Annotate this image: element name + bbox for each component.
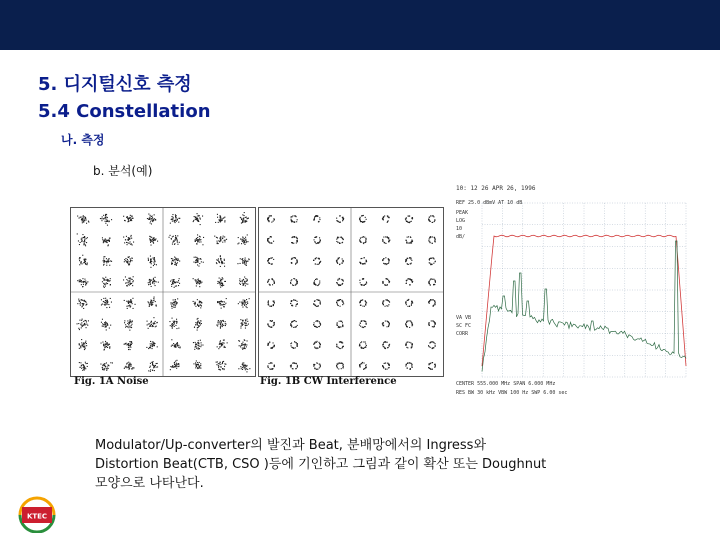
constellation-cluster [79,339,88,350]
constellation-cluster [406,278,414,285]
spectrum-left-label-1: LOG [456,218,466,224]
constellation-cluster [148,361,158,372]
constellation-cluster [102,237,111,246]
constellation-cluster [124,362,135,370]
constellation-cluster [170,278,180,288]
constellation-cluster [359,320,367,328]
ktec-logo-icon [16,495,58,533]
constellation-cluster [240,212,249,224]
constellation-cluster [359,299,367,307]
constellation-cluster [79,255,88,266]
noise-constellation-plot [71,208,255,376]
constellation-cluster [102,277,111,288]
constellation-cluster [428,278,436,285]
spectrum-left-label-0: PEAK [456,210,469,216]
constellation-cluster [291,257,298,265]
spectrum-footer-2: RES BW 30 kHz VBW 100 Hz SWP 6.00 sec [456,390,568,396]
constellation-cluster [169,235,180,245]
section-title: 5.4 Constellation [38,101,211,122]
constellation-cluster [336,299,344,307]
constellation-cluster [193,360,201,369]
constellation-cluster [193,278,203,287]
constellation-cluster [79,362,88,371]
constellation-cluster [77,299,87,309]
constellation-cluster [382,321,390,328]
constellation-cluster [193,340,204,350]
spectrum-grid [482,203,686,377]
constellation-cluster [313,215,320,222]
constellation-cluster [103,256,113,266]
constellation-cluster [267,257,274,265]
figure-a-caption: Fig. 1A Noise [74,376,149,387]
body-line-3: 모양으로 나타난다. [95,476,204,491]
constellation-cluster [314,236,321,244]
constellation-cluster [239,277,248,287]
constellation-cluster [101,341,111,351]
constellation-cluster [313,320,321,328]
constellation-cluster [100,362,113,371]
constellation-cluster [382,236,390,244]
constellation-cluster [290,362,298,369]
constellation-cluster [428,236,436,244]
constellation-cluster [100,214,112,226]
noise-constellation-figure [70,207,256,377]
subsection-title: 나. 측정 [61,133,105,147]
constellation-cluster [405,299,413,307]
constellation-cluster [290,341,298,349]
constellation-cluster [193,213,203,225]
constellation-cluster [124,256,133,265]
constellation-cluster [267,342,275,349]
constellation-cluster [313,278,320,286]
constellation-cluster [149,236,158,246]
constellation-cluster [170,360,180,370]
constellation-cluster [382,278,390,286]
spectrum-analyzer-figure [452,181,690,398]
constellation-cluster [313,362,321,370]
body-line-2: Distortion Beat(CTB, CSO )등에 기인하고 그림과 같이 확산 또는 Doughnut [95,457,547,472]
constellation-cluster [359,215,367,223]
constellation-cluster [336,237,344,245]
constellation-cluster [405,320,413,328]
constellation-cluster [359,257,367,265]
constellation-cluster [267,215,275,223]
constellation-cluster [148,256,157,268]
constellation-cluster [169,318,179,330]
constellation-cluster [237,258,249,267]
spectrum-footer-1: CENTER 555.000 MHz SPAN 6.000 MHz [456,381,556,387]
constellation-cluster [359,236,366,244]
constellation-cluster [290,299,298,306]
spectrum-plot [452,181,690,398]
constellation-cluster [238,339,247,350]
constellation-cluster [405,236,413,243]
constellation-cluster [405,342,413,349]
constellation-cluster [313,257,321,265]
constellation-cluster [171,339,181,348]
constellation-cluster [217,298,227,309]
constellation-cluster [405,215,413,223]
constellation-cluster [290,215,297,223]
constellation-cluster [429,257,436,265]
constellation-cluster [336,341,344,349]
constellation-cluster [123,235,134,246]
constellation-cluster [77,233,88,246]
constellation-cluster [171,257,180,266]
constellation-cluster [359,278,367,286]
constellation-cluster [336,362,344,369]
spectrum-mid-label-1: SC FC [456,323,472,329]
constellation-cluster [217,277,226,288]
constellation-cluster [101,298,112,308]
constellation-cluster [428,341,436,349]
constellation-cluster [238,362,250,372]
constellation-cluster [148,297,157,308]
logo-text: KTEC [26,512,48,521]
constellation-cluster [359,341,367,349]
constellation-cluster [123,276,134,286]
figure-b-caption: Fig. 1B CW Interference [260,376,397,387]
constellation-cluster [336,215,344,223]
constellation-cluster [147,214,156,225]
constellation-cluster [101,319,111,331]
constellation-cluster [124,298,136,309]
constellation-cluster [313,299,321,307]
item-label: b. 분석(예) [93,164,153,178]
constellation-cluster [217,340,228,350]
slide-title: 5. 디지털신호 측정 [38,74,192,95]
ktec-logo [16,495,58,533]
constellation-cluster [237,234,248,245]
constellation-cluster [216,361,227,371]
constellation-cluster [148,277,159,287]
constellation-cluster [267,278,275,286]
constellation-cluster [382,363,390,370]
constellation-cluster [195,234,205,245]
spectrum-header: 10: 12 26 APR 26, 1996 [456,185,536,192]
body-line-1: Modulator/Up-converter의 발진과 Beat, 분배망에서의 Ingress와 [95,438,486,453]
constellation-cluster [313,341,321,349]
spectrum-mid-label-0: VA VB [456,315,472,321]
constellation-cluster [382,215,390,223]
constellation-cluster [428,299,436,307]
constellation-cluster [123,215,134,223]
constellation-cluster [215,214,225,223]
constellation-cluster [124,319,133,330]
constellation-cluster [291,236,298,244]
constellation-cluster [405,257,412,265]
constellation-cluster [214,236,227,245]
top-banner [0,0,720,50]
spectrum-left-label-2: 10 [456,226,463,232]
constellation-cluster [428,320,436,327]
spectrum-mid-label-2: CORR [456,331,469,337]
constellation-cluster [238,298,250,308]
constellation-cluster [77,278,88,287]
constellation-cluster [77,319,90,331]
constellation-cluster [193,299,203,308]
constellation-cluster [428,362,436,370]
constellation-cluster [216,320,226,329]
cw-interference-constellation-figure [258,207,444,377]
constellation-cluster [240,319,249,329]
constellation-cluster [171,298,179,309]
constellation-cluster [267,236,274,244]
constellation-cluster [359,362,367,370]
constellation-cluster [216,255,225,267]
constellation-cluster [124,341,133,350]
constellation-cluster [267,362,275,370]
constellation-cluster [336,257,344,265]
constellation-cluster [194,318,202,331]
constellation-cluster [290,278,298,286]
constellation-cluster [382,257,390,265]
spectrum-left-label-3: dB/ [456,234,466,240]
constellation-cluster [170,214,180,224]
constellation-cluster [147,317,158,329]
constellation-cluster [336,321,343,329]
spectrum-ref: REF 25.0 dBmV AT 10 dB [456,200,523,206]
constellation-cluster [267,320,275,328]
constellation-cluster [428,215,435,223]
constellation-cluster [290,320,298,328]
constellation-cluster [268,300,276,307]
cw-constellation-plot [259,208,443,376]
constellation-cluster [77,215,89,224]
body-text [95,436,655,493]
constellation-cluster [193,257,203,267]
constellation-cluster [405,362,413,370]
constellation-cluster [382,299,390,307]
constellation-cluster [382,341,390,349]
constellation-cluster [146,341,157,349]
constellation-cluster [336,278,344,286]
